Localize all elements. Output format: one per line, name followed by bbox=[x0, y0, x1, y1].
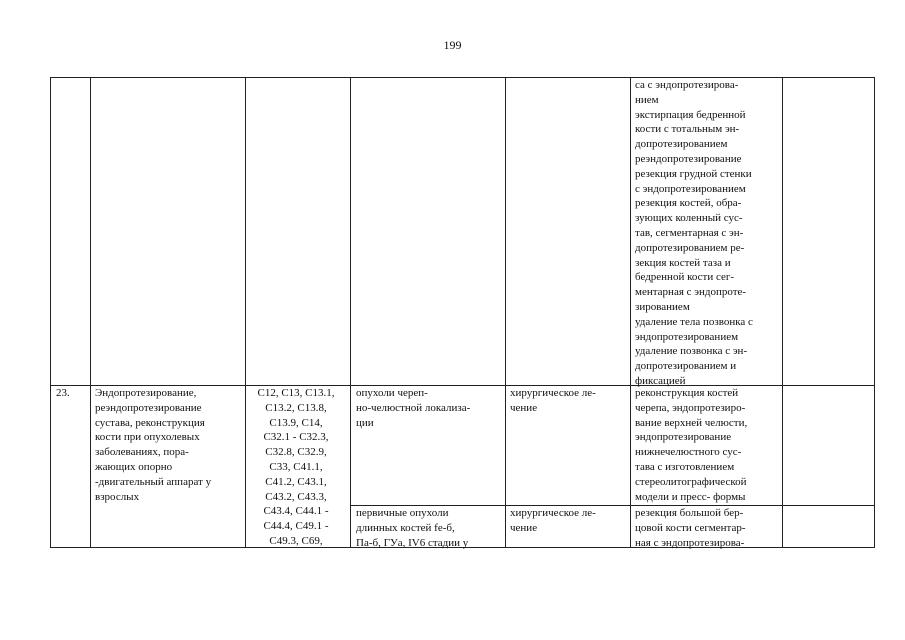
table-border-right bbox=[874, 77, 875, 548]
table-column-divider bbox=[245, 77, 246, 548]
treatment-type-cell-b: хирургическое ле- чение bbox=[510, 507, 596, 534]
diagnosis-codes-cell: C12, C13, C13.1, C13.2, C13.8, C13.9, C14, C32.1 - C32.3, C32.8, C32.9, C33, C41.1, C41.2, C43.1, C43.2, C43.3, C43.4, C44.1 - C44.4, C49.1 - C49.3, C69, bbox=[257, 387, 335, 547]
treatment-type-cell-a: хирургическое ле- чение bbox=[510, 387, 596, 414]
procedure-name-cell: Эндопротезирование, реэндопротезирование сустава, реконструкция кости при опухолевых заболеваниях, пора- жающих опорно -двигательный аппарат у взрослых bbox=[95, 387, 212, 503]
table-column-divider bbox=[630, 77, 631, 548]
table-column-divider bbox=[350, 77, 351, 548]
table-column-divider bbox=[90, 77, 91, 548]
continued-methods-cell: са с эндопротезирова- нием экстирпация бедренной кости с тотальным эн- допротезированием реэндопротезирование резекция грудной стенки с эндопротезированием резекция костей, обра- зующих коленный сус- тав, сегментарная с эн- допротезированием ре- зекция костей таза и бедренной кости сег- ментарная с эндопроте- зированием удаление тела позвонка с эндопротезированием удаление позвонка с эн- допротезированием и фиксацией bbox=[635, 79, 753, 387]
patient-model-cell-b: первичные опухоли длинных костей fe-б, Па-б, ГУа, IV6 стадии у bbox=[356, 507, 469, 549]
table-column-divider bbox=[782, 77, 783, 548]
treatment-method-cell-a: реконструкция костей черепа, эндопротезиро- вание верхней челюсти, эндопротезирование нижнечелюстного сус- тава с изготовлением стереолитографической модели и пресс- формы bbox=[635, 387, 748, 503]
table-border-left bbox=[50, 77, 51, 548]
page-number: 199 bbox=[443, 38, 462, 52]
row-number: 23. bbox=[56, 387, 70, 399]
treatment-method-cell-b: резекция большой бер- цовой кости сегментар- ная с эндопротезирова- bbox=[635, 507, 746, 549]
table-column-divider bbox=[505, 77, 506, 548]
patient-model-cell-a: опухоли череп- но-челюстной локализа- ции bbox=[356, 387, 471, 429]
